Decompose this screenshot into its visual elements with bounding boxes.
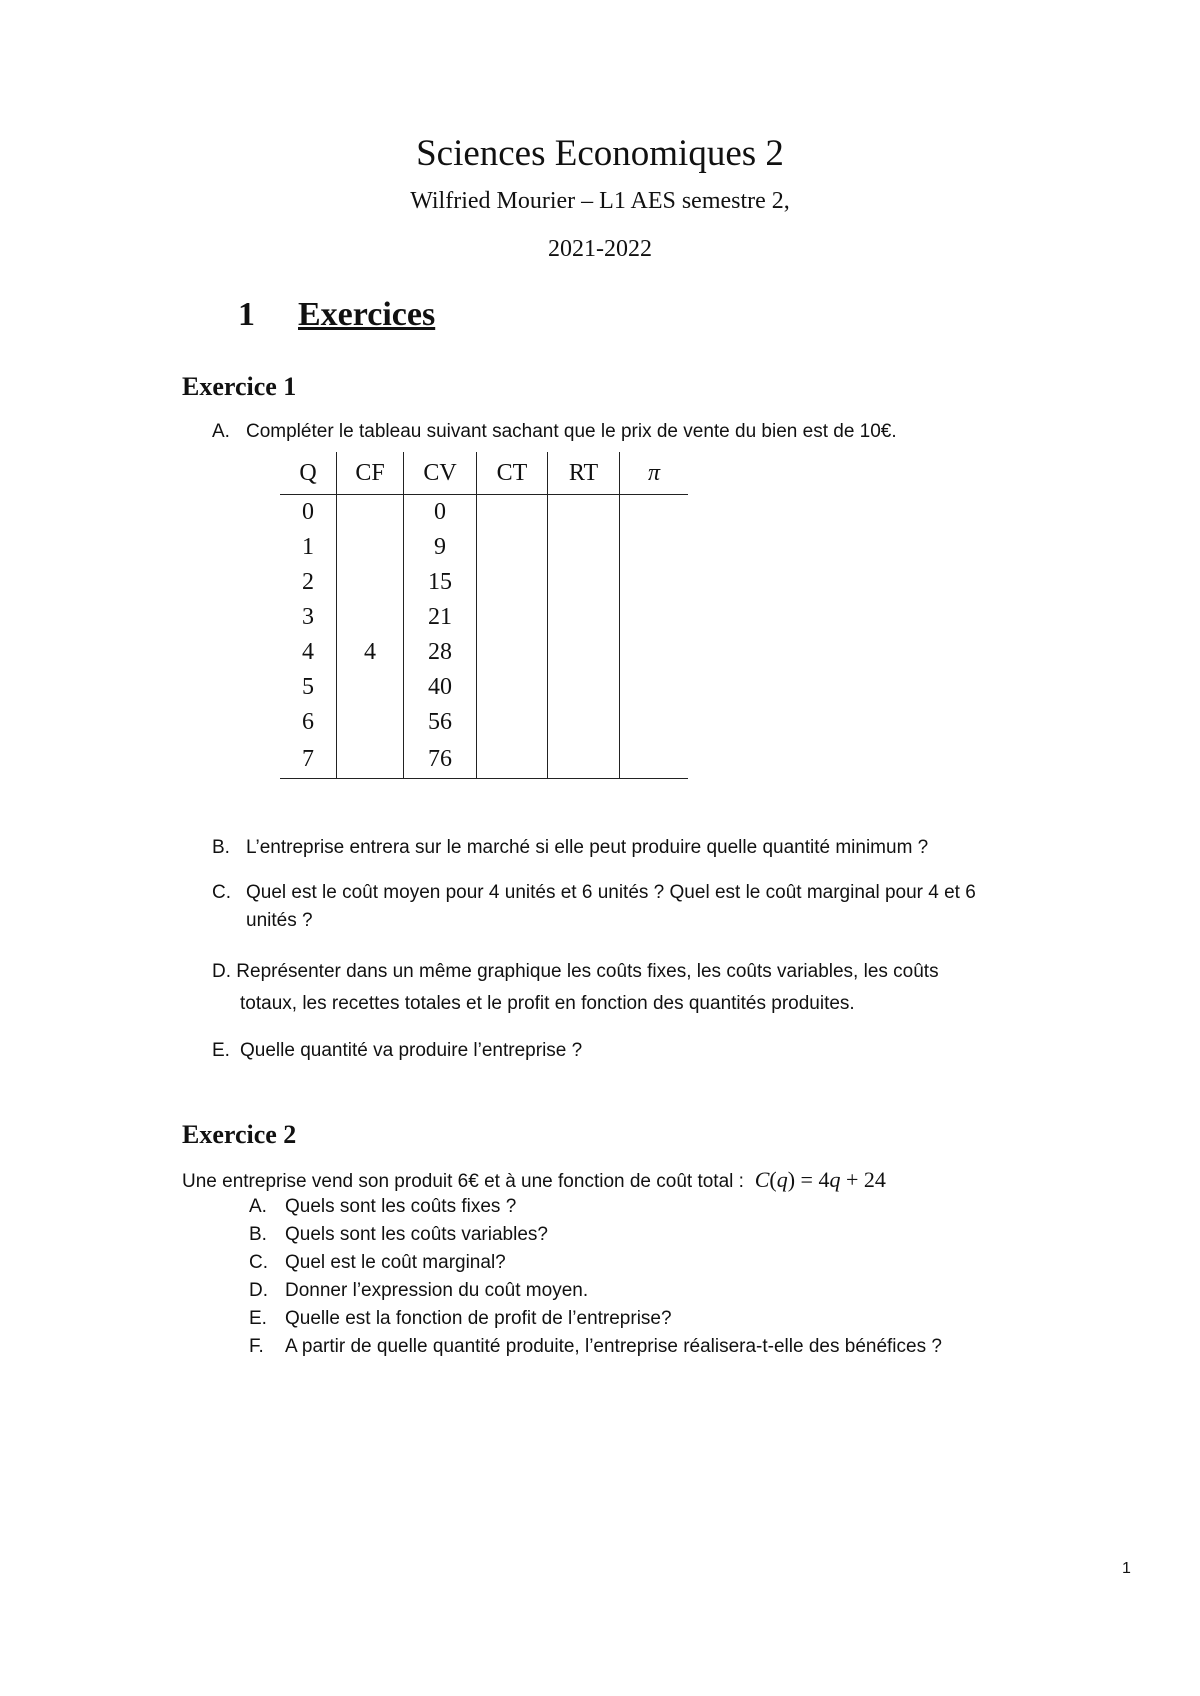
table-cell xyxy=(337,740,404,779)
table-cell xyxy=(337,670,404,705)
question-text: Quelle est la fonction de profit de l’entreprise? xyxy=(285,1308,672,1329)
table-cell: 6 xyxy=(280,705,337,740)
table-cell: 56 xyxy=(404,705,477,740)
section-title: Exercices xyxy=(298,296,436,333)
table-row xyxy=(280,600,688,635)
list-item xyxy=(249,1252,942,1280)
table-cell: 4 xyxy=(337,635,404,670)
question-label: C. xyxy=(212,882,231,903)
question-text: Quels sont les coûts variables? xyxy=(285,1224,548,1245)
table-cell xyxy=(620,495,689,531)
table-cell xyxy=(337,600,404,635)
table-row xyxy=(280,670,688,705)
table-cell xyxy=(477,635,548,670)
table-cell xyxy=(548,635,620,670)
table-cell xyxy=(337,565,404,600)
exercise-2-heading: Exercice 2 xyxy=(182,1120,297,1149)
table-row xyxy=(280,565,688,600)
intro-text: Une entreprise vend son produit 6€ et à une fonction de coût total : xyxy=(182,1171,744,1192)
table-cell xyxy=(548,600,620,635)
table-cell: 9 xyxy=(404,530,477,565)
table-cell xyxy=(620,530,689,565)
table-cell xyxy=(548,705,620,740)
formula-variable: q xyxy=(776,1167,788,1192)
formula-coefficient: 4 xyxy=(818,1167,830,1192)
table-header-ct: CT xyxy=(477,452,548,495)
table-cell xyxy=(477,565,548,600)
question-text-continued: unités ? xyxy=(246,910,313,931)
question-text: Quel est le coût moyen pour 4 unités et 6 unités ? Quel est le coût marginal pour 4 et 6 xyxy=(246,882,976,903)
table-cell: 0 xyxy=(280,495,337,531)
table-cell xyxy=(477,740,548,779)
formula-constant: 24 xyxy=(863,1167,886,1192)
table-cell: 2 xyxy=(280,565,337,600)
table-cell xyxy=(620,705,689,740)
question-label: A. xyxy=(249,1196,267,1217)
table-cell: 76 xyxy=(404,740,477,779)
table-header-q: Q xyxy=(280,452,337,495)
list-item xyxy=(249,1280,942,1308)
question-label: E. xyxy=(212,1040,230,1061)
table-row xyxy=(280,495,688,531)
table-header-row xyxy=(280,452,688,495)
table-cell xyxy=(548,530,620,565)
question-text: Quels sont les coûts fixes ? xyxy=(285,1196,517,1217)
question-label: F. xyxy=(249,1336,264,1357)
table-cell: 7 xyxy=(280,740,337,779)
table-cell xyxy=(620,670,689,705)
table-cell: 4 xyxy=(280,635,337,670)
table-row xyxy=(280,530,688,565)
question-text: Donner l’expression du coût moyen. xyxy=(285,1280,589,1301)
table-cell xyxy=(337,530,404,565)
table-cell xyxy=(477,600,548,635)
list-item xyxy=(249,1336,942,1364)
question-label: A. xyxy=(212,421,230,442)
table-cell: 0 xyxy=(404,495,477,531)
table-row xyxy=(280,705,688,740)
cost-table xyxy=(280,452,688,779)
table-cell xyxy=(548,565,620,600)
question-text: A partir de quelle quantité produite, l’entreprise réalisera-t-elle des bénéfices ? xyxy=(285,1336,942,1357)
table-cell: 21 xyxy=(404,600,477,635)
section-heading xyxy=(238,296,435,334)
question-label: C. xyxy=(249,1252,268,1273)
table-cell: 28 xyxy=(404,635,477,670)
exercise-2-question-list xyxy=(249,1196,942,1364)
question-label: E. xyxy=(249,1308,267,1329)
table-row xyxy=(280,635,688,670)
academic-year: 2021-2022 xyxy=(548,236,652,262)
page-number: 1 xyxy=(1122,1560,1131,1577)
table-cell xyxy=(477,705,548,740)
question-label: D. xyxy=(249,1280,268,1301)
table-header-cf: CF xyxy=(337,452,404,495)
table-cell xyxy=(337,495,404,531)
table-header-profit: π xyxy=(620,452,689,495)
list-item xyxy=(249,1196,942,1224)
table-cell xyxy=(620,740,689,779)
question-text: Quel est le coût marginal? xyxy=(285,1252,506,1273)
table-cell xyxy=(337,705,404,740)
question-label: B. xyxy=(249,1224,267,1245)
list-item xyxy=(249,1308,942,1336)
table-cell xyxy=(477,495,548,531)
document-title: Sciences Economiques 2 xyxy=(416,133,784,174)
table-cell xyxy=(548,495,620,531)
table-header-rt: RT xyxy=(548,452,620,495)
table-cell: 5 xyxy=(280,670,337,705)
question-text: Compléter le tableau suivant sachant que le prix de vente du bien est de 10€. xyxy=(246,421,897,442)
list-item xyxy=(249,1224,942,1252)
table-cell xyxy=(620,635,689,670)
question-text: D. Représenter dans un même graphique les coûts fixes, les coûts variables, les coûts xyxy=(212,961,939,982)
exercise-2-intro xyxy=(182,1167,886,1193)
table-cell xyxy=(477,670,548,705)
table-cell xyxy=(548,740,620,779)
table-header-cv: CV xyxy=(404,452,477,495)
section-number: 1 xyxy=(238,296,255,333)
exercise-1-question-d xyxy=(212,956,1112,1020)
cost-function-formula: C(q) = 4q + 24 xyxy=(754,1167,886,1192)
exercise-1-question-e xyxy=(212,1040,582,1062)
table-cell: 15 xyxy=(404,565,477,600)
exercise-1-question-b xyxy=(212,837,928,859)
formula-function: C xyxy=(754,1167,770,1192)
table-row xyxy=(280,740,688,779)
table-cell xyxy=(477,530,548,565)
exercise-1-question-c xyxy=(212,879,1112,935)
question-text: L’entreprise entrera sur le marché si elle peut produire quelle quantité minimum ? xyxy=(246,837,929,858)
question-text: Quelle quantité va produire l’entreprise ? xyxy=(240,1040,583,1061)
table-cell xyxy=(548,670,620,705)
table-cell xyxy=(620,600,689,635)
table-cell: 3 xyxy=(280,600,337,635)
exercise-1-heading: Exercice 1 xyxy=(182,372,297,401)
question-text-continued: totaux, les recettes totales et le profit en fonction des quantités produites. xyxy=(240,993,855,1014)
formula-variable: q xyxy=(829,1167,841,1192)
author-line: Wilfried Mourier – L1 AES semestre 2, xyxy=(410,188,790,214)
question-label: B. xyxy=(212,837,230,858)
table-cell xyxy=(620,565,689,600)
table-cell: 1 xyxy=(280,530,337,565)
table-cell: 40 xyxy=(404,670,477,705)
exercise-1-question-a xyxy=(212,421,897,443)
